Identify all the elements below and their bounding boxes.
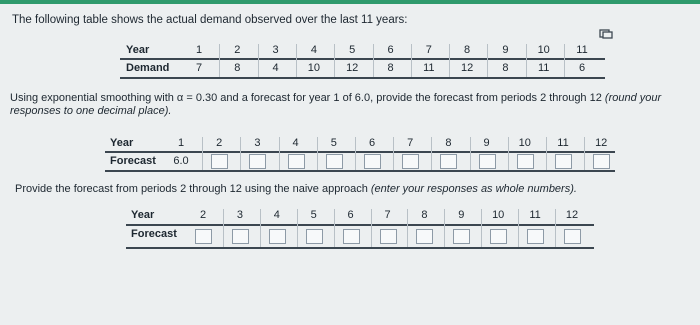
table3-column-divider (260, 209, 261, 247)
table1-demand-cell: 12 (346, 62, 359, 74)
table1-year-header: Year (126, 44, 150, 56)
table1-demand-cell: 11 (537, 62, 550, 74)
table3-year-cell: 9 (458, 209, 465, 221)
table1-column-divider (219, 44, 220, 77)
table1-year-cell: 4 (310, 44, 317, 56)
naive-input-period-9[interactable] (453, 229, 470, 244)
table2-column-divider (584, 137, 585, 170)
table3-year-cell: 7 (384, 209, 391, 221)
table1-column-divider (296, 44, 297, 77)
table1-demand-cell: 11 (423, 62, 435, 74)
table2-year-cell: 5 (330, 137, 337, 149)
forecast-input-period-12[interactable] (593, 154, 610, 169)
copy-table-icon[interactable] (599, 29, 613, 39)
table2-bottom-rule (105, 170, 615, 172)
table1-demand-cell: 8 (387, 62, 394, 74)
table2-year-cell: 10 (518, 137, 531, 149)
table2-header-rule (105, 151, 615, 153)
top-accent-bar (0, 0, 700, 4)
table3-header-rule (126, 224, 594, 226)
naive-input-period-5[interactable] (306, 229, 323, 244)
q2-text: Provide the forecast from periods 2 through 12 using the naive approach (15, 183, 368, 195)
naive-input-period-2[interactable] (195, 229, 212, 244)
table1-demand-cell: 12 (460, 62, 474, 74)
table2-year-cell: 2 (216, 137, 223, 149)
naive-input-period-10[interactable] (490, 229, 507, 244)
table2-year-cell: 1 (177, 137, 185, 149)
table2-column-divider (240, 137, 241, 170)
table3-year-cell: 12 (565, 209, 579, 221)
naive-input-period-7[interactable] (380, 229, 397, 244)
table2-column-divider (508, 137, 509, 170)
forecast-input-period-4[interactable] (288, 154, 305, 169)
naive-input-period-4[interactable] (269, 229, 286, 244)
forecast-input-period-3[interactable] (249, 154, 266, 169)
table1-demand-header: Demand (126, 62, 170, 74)
table3-forecast-header: Forecast (131, 228, 177, 240)
q1-hint: (round your responses to one decimal place). (10, 92, 662, 117)
table1-year-cell: 11 (576, 44, 588, 56)
table3-year-cell: 10 (492, 209, 505, 221)
table3-year-cell: 2 (199, 209, 207, 221)
table1-demand-cell: 4 (272, 62, 279, 74)
table1-year-cell: 5 (349, 44, 356, 56)
table3-column-divider (518, 209, 519, 247)
table3-year-header: Year (131, 209, 155, 221)
forecast-input-period-2[interactable] (211, 154, 228, 169)
table1-column-divider (334, 44, 335, 77)
table1-column-divider (449, 44, 450, 77)
table3-year-cell: 6 (347, 209, 354, 221)
table3-column-divider (407, 209, 408, 247)
table2-column-divider (393, 137, 394, 170)
forecast-input-period-9[interactable] (479, 154, 496, 169)
table1-year-cell: 10 (537, 44, 550, 56)
table1-year-cell: 3 (272, 44, 279, 56)
table3-column-divider (481, 209, 482, 247)
table1-demand-cell: 7 (195, 62, 203, 74)
table2-year-header: Year (110, 137, 134, 149)
table2-column-divider (355, 137, 356, 170)
table1-demand-cell: 10 (307, 62, 321, 74)
table3-year-cell: 4 (273, 209, 280, 221)
table1-year-cell: 9 (502, 44, 509, 56)
forecast-input-period-5[interactable] (326, 154, 343, 169)
q1-text: Using exponential smoothing with α = 0.30 and a forecast for year 1 of 6.0, provide the forecast from periods 2 through 12 (10, 92, 602, 104)
table1-demand-cell: 8 (234, 62, 241, 74)
forecast-input-period-6[interactable] (364, 154, 381, 169)
table2-column-divider (279, 137, 280, 170)
table2-year-cell: 12 (595, 137, 608, 149)
table2-column-divider (546, 137, 547, 170)
table2-year-cell: 11 (557, 137, 569, 149)
table2-year-cell: 9 (483, 137, 490, 149)
table1-demand-cell: 6 (578, 62, 586, 74)
table2-year-cell: 8 (445, 137, 452, 149)
q2-hint: (enter your responses as whole numbers). (370, 183, 577, 195)
table2-column-divider (431, 137, 432, 170)
naive-input-period-8[interactable] (416, 229, 433, 244)
intro-text: The following table shows the actual demand observed over the last 11 years: (12, 14, 408, 26)
table1-year-cell: 6 (387, 44, 394, 56)
table3-column-divider (444, 209, 445, 247)
table1-column-divider (564, 44, 565, 77)
forecast-input-period-7[interactable] (402, 154, 419, 169)
table2-year-cell: 7 (407, 137, 414, 149)
question-exponential-smoothing (10, 92, 696, 118)
forecast-input-period-11[interactable] (555, 154, 572, 169)
question-naive (15, 183, 577, 195)
forecast-input-period-8[interactable] (440, 154, 457, 169)
table3-year-cell: 5 (310, 209, 317, 221)
naive-input-period-3[interactable] (232, 229, 249, 244)
table3-bottom-rule (126, 247, 594, 249)
table2-column-divider (317, 137, 318, 170)
table1-column-divider (526, 44, 527, 77)
table3-column-divider (223, 209, 224, 247)
table1-year-cell: 1 (195, 44, 203, 56)
table2-column-divider (202, 137, 203, 170)
table3-column-divider (297, 209, 298, 247)
naive-input-period-12[interactable] (564, 229, 581, 244)
table1-column-divider (258, 44, 259, 77)
table1-column-divider (373, 44, 374, 77)
table3-year-cell: 8 (421, 209, 428, 221)
table3-column-divider (334, 209, 335, 247)
table3-year-cell: 11 (529, 209, 541, 221)
table3-column-divider (555, 209, 556, 247)
naive-input-period-11[interactable] (527, 229, 544, 244)
table1-year-cell: 8 (464, 44, 471, 56)
table1-column-divider (487, 44, 488, 77)
table3-year-cell: 3 (236, 209, 243, 221)
naive-input-period-6[interactable] (343, 229, 360, 244)
table2-column-divider (470, 137, 471, 170)
table1-year-cell: 7 (425, 44, 432, 56)
table1-demand-cell: 8 (502, 62, 509, 74)
table2-first-forecast: 6.0 (173, 155, 189, 167)
table1-bottom-rule (120, 77, 605, 79)
table2-forecast-header: Forecast (110, 155, 156, 167)
table2-year-cell: 4 (292, 137, 299, 149)
table3-column-divider (371, 209, 372, 247)
table1-header-rule (120, 58, 605, 60)
table1-year-cell: 2 (234, 44, 241, 56)
table1-column-divider (411, 44, 412, 77)
forecast-input-period-10[interactable] (517, 154, 534, 169)
table2-year-cell: 6 (368, 137, 376, 149)
table2-year-cell: 3 (254, 137, 261, 149)
